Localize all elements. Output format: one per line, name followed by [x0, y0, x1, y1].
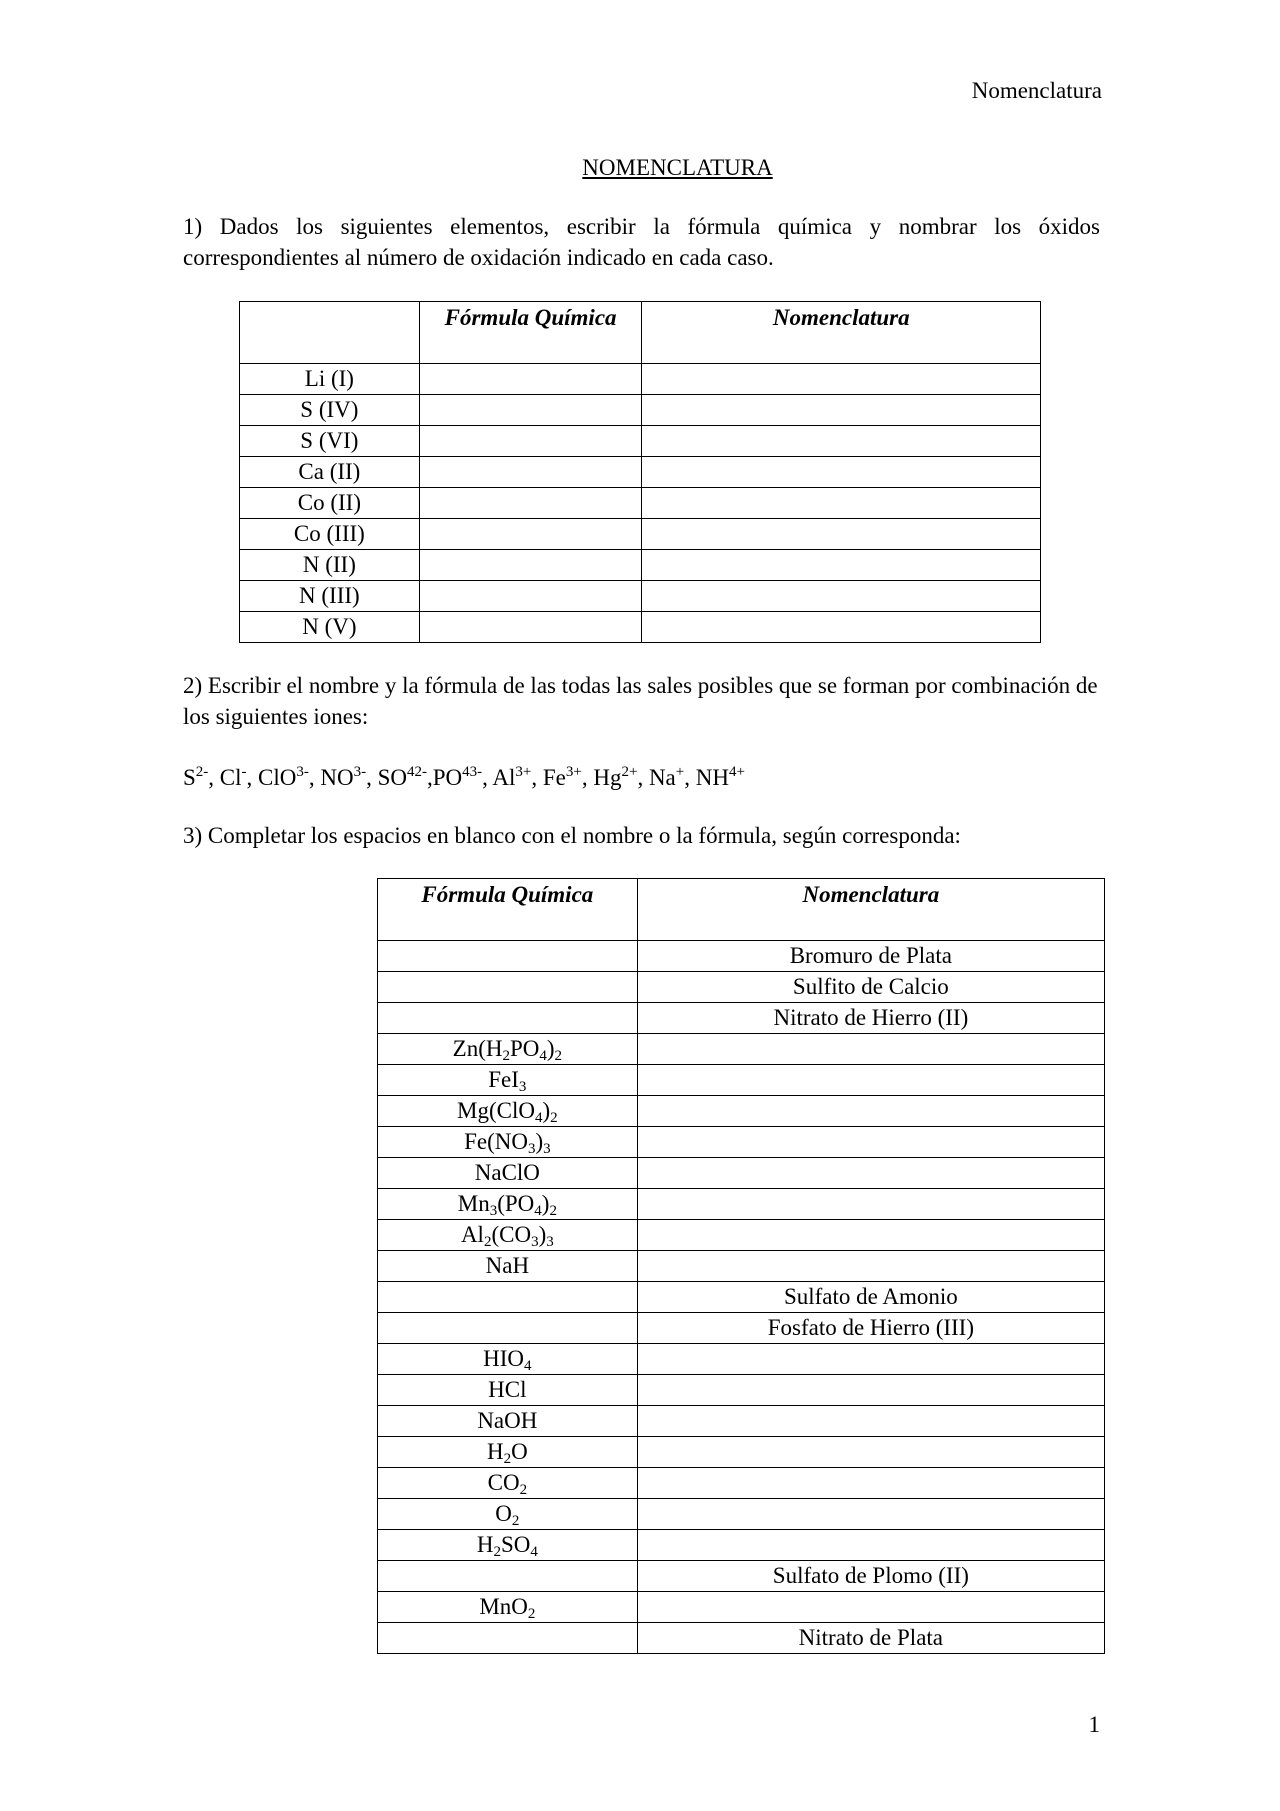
name-cell[interactable]: [637, 1437, 1104, 1468]
formula-answer-cell[interactable]: [419, 395, 642, 426]
salts-table-row: [378, 1189, 1105, 1220]
element-cell: S (IV): [240, 395, 420, 426]
name-cell: Sulfito de Calcio: [637, 972, 1104, 1003]
salts-col-formula: Fórmula Química: [378, 879, 638, 941]
element-cell: Co (II): [240, 488, 420, 519]
salts-table-row: [378, 1282, 1105, 1313]
oxides-table-row: [240, 612, 1041, 643]
ion: $PO^{43-}$: [432, 764, 483, 790]
element-cell: N (V): [240, 612, 420, 643]
formula-answer-cell[interactable]: [419, 488, 642, 519]
name-answer-cell[interactable]: [642, 519, 1041, 550]
formula-cell: $Mg(ClO_4)_2$: [378, 1096, 638, 1127]
name-cell[interactable]: [637, 1220, 1104, 1251]
salts-table-row: [378, 941, 1105, 972]
name-answer-cell[interactable]: [642, 395, 1041, 426]
name-cell[interactable]: [637, 1034, 1104, 1065]
formula-cell: FeI$_3$: [378, 1065, 638, 1096]
ion: $S^{2-}$: [183, 764, 209, 790]
formula-cell: $H_2SO_4$: [378, 1530, 638, 1561]
formula-answer-cell[interactable]: [419, 581, 642, 612]
ion: $NO^{3-}$: [320, 764, 367, 790]
salts-table-row: [378, 1065, 1105, 1096]
name-cell[interactable]: [637, 1468, 1104, 1499]
oxides-col-formula: Fórmula Química: [419, 302, 642, 364]
page-number: 1: [1088, 1712, 1100, 1737]
page-title-text: NOMENCLATURA: [582, 155, 773, 180]
ion: $Hg^{2+}$: [593, 764, 638, 790]
name-cell: Nitrato de Hierro (II): [637, 1003, 1104, 1034]
oxides-table-header: [240, 302, 1041, 364]
formula-cell: NaOH: [378, 1406, 638, 1437]
name-answer-cell[interactable]: [642, 457, 1041, 488]
oxides-table-row: [240, 426, 1041, 457]
salts-table-row: [378, 1468, 1105, 1499]
name-answer-cell[interactable]: [642, 550, 1041, 581]
formula-cell: $H_2O$: [378, 1437, 638, 1468]
formula-cell: $O_2$: [378, 1499, 638, 1530]
salts-table-row: [378, 1623, 1105, 1654]
running-header: Nomenclatura: [971, 78, 1102, 103]
name-answer-cell[interactable]: [642, 426, 1041, 457]
formula-cell: $CO_2$: [378, 1468, 638, 1499]
formula-answer-cell[interactable]: [419, 426, 642, 457]
name-cell[interactable]: [637, 1406, 1104, 1437]
question-2-text: 2) Escribir el nombre y la fórmula de las todas las sales posibles que se forman por combinación de los siguientes iones:: [183, 673, 1098, 729]
formula-cell: $Al_2(CO_3)_3$: [378, 1220, 638, 1251]
formula-cell: NaClO: [378, 1158, 638, 1189]
salts-table-header: [378, 879, 1105, 941]
salts-table-row: [378, 972, 1105, 1003]
element-cell: Co (III): [240, 519, 420, 550]
ion: Na+: [648, 764, 685, 790]
ion: $Al^{3+}$: [492, 764, 532, 790]
name-answer-cell[interactable]: [642, 488, 1041, 519]
oxides-table-row: [240, 519, 1041, 550]
name-cell: Nitrato de Plata: [637, 1623, 1104, 1654]
formula-cell[interactable]: [378, 972, 638, 1003]
oxides-table-row: [240, 581, 1041, 612]
salts-table-row: [378, 1313, 1105, 1344]
oxides-table-row: [240, 457, 1041, 488]
salts-table-row: [378, 1499, 1105, 1530]
formula-cell: $Zn(H_2PO_4)_2$: [378, 1034, 638, 1065]
element-cell: Li (I): [240, 364, 420, 395]
formula-answer-cell[interactable]: [419, 519, 642, 550]
oxides-table-row: [240, 395, 1041, 426]
salts-table-row: [378, 1406, 1105, 1437]
salts-table-row: [378, 1003, 1105, 1034]
ion: $NH^{4+}$: [695, 764, 745, 790]
formula-cell: HCl: [378, 1375, 638, 1406]
name-cell[interactable]: [637, 1251, 1104, 1282]
salts-table-row: [378, 1530, 1105, 1561]
name-cell[interactable]: [637, 1499, 1104, 1530]
oxides-table-row: [240, 364, 1041, 395]
salts-table-row: [378, 1034, 1105, 1065]
formula-cell: NaH: [378, 1251, 638, 1282]
salts-table-row: [378, 1344, 1105, 1375]
element-cell: N (II): [240, 550, 420, 581]
ion: $Fe^{3+}$: [542, 764, 582, 790]
salts-table-row: [378, 1251, 1105, 1282]
name-cell[interactable]: [637, 1127, 1104, 1158]
oxides-table-row: [240, 488, 1041, 519]
oxides-col-name: Nomenclatura: [642, 302, 1041, 364]
formula-cell[interactable]: [378, 1282, 638, 1313]
name-cell[interactable]: [637, 1530, 1104, 1561]
formula-cell: $Fe(NO_3)_3$: [378, 1127, 638, 1158]
formula-cell[interactable]: [378, 1003, 638, 1034]
formula-cell: MnO$_2$: [378, 1592, 638, 1623]
element-cell: N (III): [240, 581, 420, 612]
name-cell[interactable]: [637, 1158, 1104, 1189]
oxides-table: [239, 301, 1041, 643]
formula-answer-cell[interactable]: [419, 612, 642, 643]
formula-cell: $HIO_4$: [378, 1344, 638, 1375]
formula-cell[interactable]: [378, 1623, 638, 1654]
name-cell[interactable]: [637, 1189, 1104, 1220]
element-cell: Ca (II): [240, 457, 420, 488]
formula-answer-cell[interactable]: [419, 550, 642, 581]
formula-cell[interactable]: [378, 1313, 638, 1344]
ion: $SO^{42-}$: [377, 764, 428, 790]
formula-answer-cell[interactable]: [419, 364, 642, 395]
question-3-text: 3) Completar los espacios en blanco con el nombre o la fórmula, según corresponda:: [183, 823, 961, 848]
salts-table-row: [378, 1375, 1105, 1406]
ion: ClO$^{3-}$: [258, 764, 309, 790]
page-title: [0, 155, 1280, 181]
oxides-col-element: [240, 302, 420, 364]
name-cell: Sulfato de Amonio: [637, 1282, 1104, 1313]
formula-cell[interactable]: [378, 941, 638, 972]
salts-col-name: Nomenclatura: [637, 879, 1104, 941]
name-answer-cell[interactable]: [642, 581, 1041, 612]
ions-list: $S^{2-}$, Cl-, ClO$^{3-}$, $NO^{3-}$, $SO^{42-},PO^{43-}$, $Al^{3+}$, $Fe^{3+}$, $Hg^{2+}$, Na+, $NH^{4+}$: [183, 764, 745, 790]
name-cell[interactable]: [637, 1096, 1104, 1127]
salts-table-row: [378, 1127, 1105, 1158]
salts-table-row: [378, 1158, 1105, 1189]
name-cell[interactable]: [637, 1065, 1104, 1096]
salts-table-row: [378, 1437, 1105, 1468]
salts-table-row: [378, 1561, 1105, 1592]
oxides-table-row: [240, 550, 1041, 581]
name-cell[interactable]: [637, 1375, 1104, 1406]
name-cell: Bromuro de Plata: [637, 941, 1104, 972]
salts-table-row: [378, 1592, 1105, 1623]
element-cell: S (VI): [240, 426, 420, 457]
salts-table-row: [378, 1220, 1105, 1251]
formula-answer-cell[interactable]: [419, 457, 642, 488]
name-cell: Sulfato de Plomo (II): [637, 1561, 1104, 1592]
formula-cell: $Mn_3(PO_4)_2$: [378, 1189, 638, 1220]
name-cell: Fosfato de Hierro (III): [637, 1313, 1104, 1344]
question-1-text: 1) Dados los siguientes elementos, escribir la fórmula química y nombrar los óxidos correspondientes al número de oxidación indicado en cada caso.: [183, 214, 1100, 270]
salts-table-row: [378, 1096, 1105, 1127]
ion: Cl-: [219, 764, 247, 790]
name-cell[interactable]: [637, 1592, 1104, 1623]
name-answer-cell[interactable]: [642, 612, 1041, 643]
name-answer-cell[interactable]: [642, 364, 1041, 395]
name-cell[interactable]: [637, 1344, 1104, 1375]
salts-table: [377, 878, 1105, 1654]
formula-cell[interactable]: [378, 1561, 638, 1592]
